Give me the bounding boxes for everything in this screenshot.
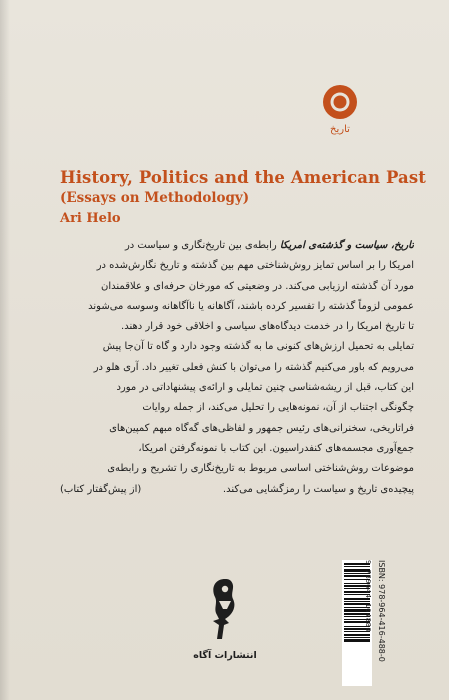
blurb-book-title: تاریخ، سیاست و گذشته‌ی امریکا xyxy=(279,240,414,251)
isbn-text: ISBN: 978-964-416-488-0 xyxy=(377,560,386,662)
blurb-line-text: تا تاریخ امریکا را در خدمت دیدگاه‌های سیاسی و اخلاقی خود قرار دهند. xyxy=(121,321,414,333)
spine-shadow xyxy=(0,0,10,700)
blurb-line xyxy=(60,317,414,337)
book-subtitle: (Essays on Methodology) xyxy=(60,190,250,206)
blurb-line xyxy=(60,378,414,398)
blurb-line xyxy=(60,480,414,500)
series-emblem-icon xyxy=(322,84,358,120)
blurb-line-text: چگونگی اجتناب از آن، نمونه‌هایی را تحلیل می‌کند، از جمله روایات xyxy=(142,402,414,414)
blurb-line-text: پیچیده‌ی تاریخ و سیاست را رمزگشایی می‌کند. xyxy=(222,483,414,495)
series-label: تاریخ xyxy=(330,124,350,135)
blurb-line xyxy=(60,459,414,479)
blurb-line xyxy=(60,419,414,439)
book-author: Ari Helo xyxy=(60,211,121,226)
blurb-line-text: عمومی لزوماً گذشته را تفسیر کرده باشند، آگاهانه یا ناآگاهانه وسوسه می‌شوند xyxy=(88,300,414,312)
blurb-line xyxy=(60,337,414,357)
barcode-digits: 9 789644 164880 xyxy=(364,560,372,633)
blurb-source-note: (از پیش‌گفتار کتاب) xyxy=(60,483,142,495)
blurb-line xyxy=(60,297,414,317)
blurb-line-text: فراتاریخی، سخنرانی‌های رئیس جمهور و لفاظی‌های گه‌گاه مبهم کمپین‌های xyxy=(109,422,414,434)
book-title: History, Politics and the American Past xyxy=(60,168,426,187)
publisher-logo-icon xyxy=(205,575,245,643)
blurb-line-text: رابطه‌ی بین تاریخ‌نگاری و سیاست در xyxy=(124,240,280,251)
publisher-name: انتشارات آگاه xyxy=(193,650,257,661)
blurb-line xyxy=(60,358,414,378)
blurb-line xyxy=(60,398,414,418)
blurb-line-text: موضوعات روش‌شناختی اساسی مربوط به تاریخ‌نگاری را تشریح و رابطه‌ی xyxy=(107,463,414,475)
blurb-line xyxy=(60,236,414,256)
blurb-line-text: می‌رویم که باور می‌کنیم گذشته را می‌توان با کنش فعلی تغییر داد. آری هلو در xyxy=(93,361,414,373)
isbn-barcode xyxy=(342,560,386,686)
blurb-text xyxy=(60,236,414,500)
blurb-line xyxy=(60,256,414,276)
blurb-line xyxy=(60,439,414,459)
blurb-line-text: این کتاب، قبل از ریشه‌شناسی چنین تمایلی و ارائه‌ی پیشنهاداتی در مورد xyxy=(116,382,414,394)
blurb-line-text: مورد آن گذشته ارزیابی می‌کند. در وضعیتی که مورخان حرفه‌ای و علاقمندان xyxy=(101,280,414,292)
blurb-line-text: جمع‌آوری مجسمه‌های کنفدراسیون. این کتاب با نمونه‌گرفتن امریکا، xyxy=(138,442,414,454)
blurb-line-text: امریکا را بر اساس تمایز روش‌شناختی مهم بین گذشته و تاریخ نگارش‌شده در xyxy=(96,260,414,272)
blurb-line-text: تمایلی به تحمیل ارزش‌های کنونی ما به گذشته وجود دارد و گاه تا آن‌جا پیش xyxy=(102,341,414,353)
blurb-line xyxy=(60,277,414,297)
